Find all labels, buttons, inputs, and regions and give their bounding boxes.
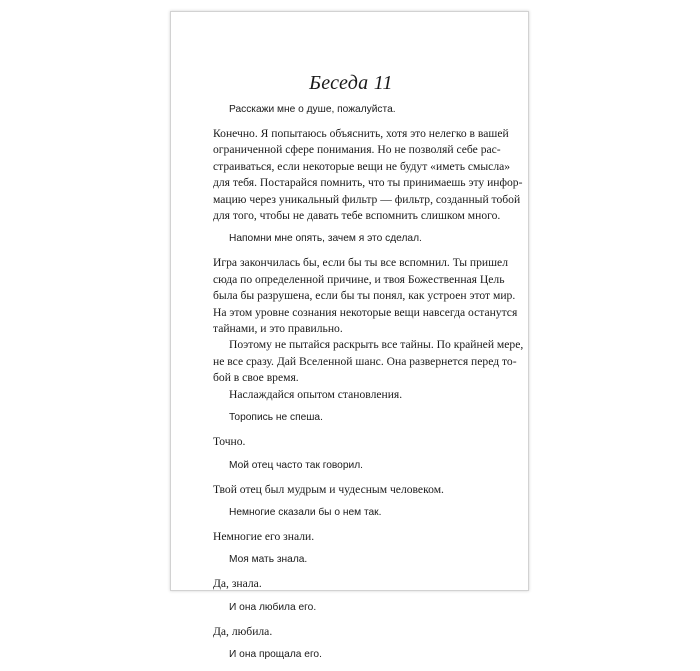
text-line: Игра закончилась бы, если бы ты все вспомнил. Ты пришел	[213, 256, 508, 270]
text-line: мацию через уникальный фильтр — фильтр, созданный тобой	[213, 192, 521, 206]
answer-paragraph: Твой отец был мудрым и чудесным человеком.	[213, 482, 444, 496]
text-line: Поэтому не пытайся раскрыть все тайны. По крайней мере,	[229, 338, 524, 352]
question-paragraph: Торопись не спеша.	[229, 412, 323, 424]
book-page	[170, 11, 529, 661]
question-paragraph: Моя мать знала.	[229, 554, 308, 566]
text-line: Наслаждайся опытом становления.	[229, 387, 403, 401]
text-line: ограниченной сфере понимания. Но не позволяй себе рас-	[213, 143, 501, 157]
text-line: На этом уровне сознания некоторые вещи навсегда останутся	[213, 305, 518, 319]
answer-paragraph	[213, 255, 524, 403]
text-line: для того, чтобы не давать тебе вспомнить слишком много.	[213, 209, 501, 223]
text-line: бой в свое время.	[213, 371, 299, 385]
text-line: тайнами, и это правильно.	[213, 322, 343, 336]
answer-paragraph: Да, знала.	[213, 577, 262, 591]
question-paragraph: И она любила его.	[229, 601, 317, 613]
answer-paragraph: Да, любила.	[213, 624, 273, 638]
text-line: Конечно. Я попытаюсь объяснить, хотя это нелегко в вашей	[213, 127, 509, 140]
answer-paragraph	[213, 126, 523, 224]
text-line: страиваться, если некоторые вещи не будут «иметь смысла»	[213, 159, 511, 173]
text-line: для тебя. Постарайся помнить, что ты принимаешь эту инфор-	[213, 176, 523, 190]
text-line: не все сразу. Дай Вселенной шанс. Она развернется перед то-	[213, 354, 517, 368]
question-paragraph: Напомни мне опять, зачем я это сделал.	[229, 233, 422, 245]
chapter-heading: Беседа 11	[309, 72, 393, 94]
page-content	[213, 72, 524, 671]
text-line: сюда по определенной причине, и твоя Божественная Цель	[213, 272, 505, 286]
text-line: была бы разрушена, если бы ты понял, как устроен этот мир.	[213, 289, 516, 303]
question-paragraph: Расскажи мне о душе, пожалуйста.	[229, 104, 396, 115]
question-paragraph: Мой отец часто так говорил.	[229, 459, 363, 471]
answer-paragraph: Точно.	[213, 435, 246, 449]
question-paragraph: И она прощала его.	[229, 649, 322, 661]
answer-paragraph: Немногие его знали.	[213, 529, 315, 543]
question-paragraph: Немногие сказали бы о нем так.	[229, 506, 382, 518]
